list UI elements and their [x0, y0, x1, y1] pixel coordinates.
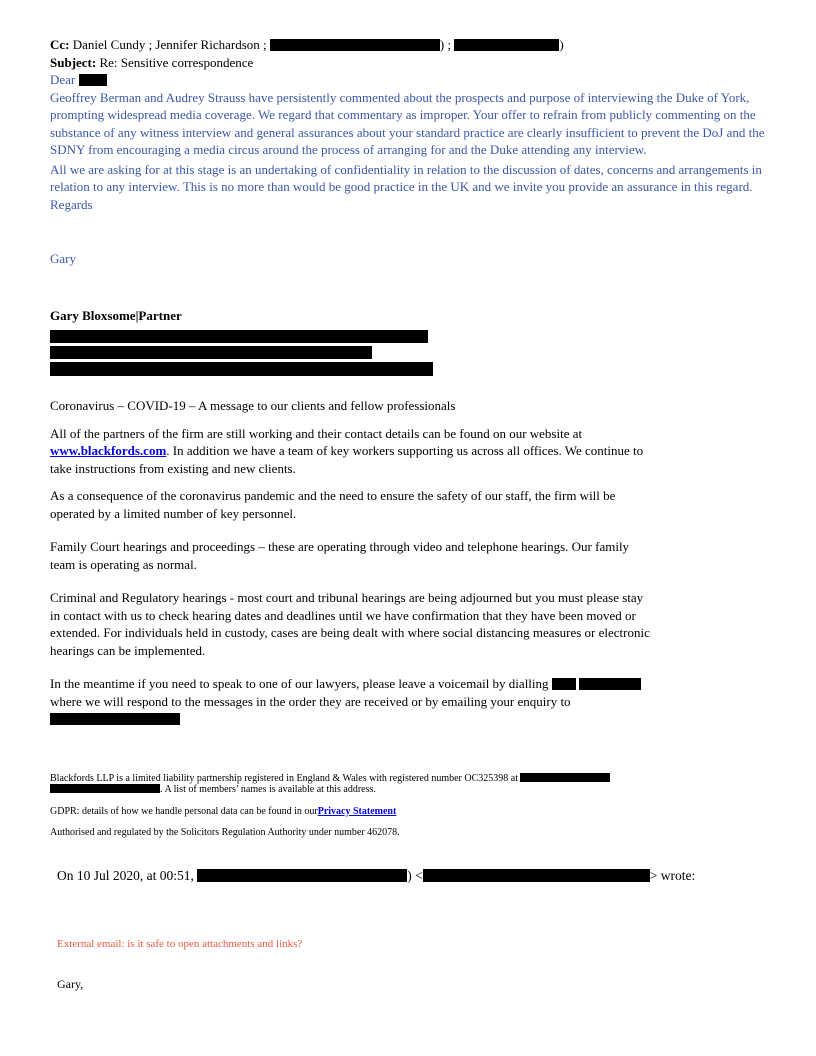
subject-label: Subject: [50, 54, 97, 70]
cc-line [50, 36, 766, 54]
cc-separator-2: ) [559, 37, 564, 52]
quoted-message [50, 867, 766, 994]
quote-date-text: On 10 Jul 2020, at 00:51, [57, 867, 198, 883]
gdpr-text: GDPR: details of how we handle personal data can be found in our [50, 805, 318, 817]
message-paragraph-1: Geoffrey Berman and Audrey Strauss have persistently commented about the prospects and purpose of interviewing the Duke of York, prompting widespread media coverage. We regard that commentary as improper. Your offer to refrain from publicly commenting on the substance of any witness interview and general assurances about your standard practice are clearly insufficient to prevent the DoJ and the SDNY from encouraging a media circus around the process of arranging for and the Duke attending any interview. [50, 89, 765, 157]
quoted-greeting: Gary, [57, 976, 84, 991]
voicemail-text: In the meantime if you need to speak to one of our lawyers, please leave a voicemail by dialling [50, 676, 552, 691]
redacted-recipient-1 [270, 39, 440, 51]
reply-message-body [50, 71, 766, 268]
legal-registration-text: Blackfords LLP is a limited liability partnership registered in England & Wales with registered number OC325398 at [50, 772, 521, 784]
quote-wrote-text: > wrote: [649, 867, 696, 883]
redacted-signature-block [50, 330, 766, 376]
email-header [50, 36, 766, 71]
legal-footer [50, 773, 658, 839]
redacted-email-address [50, 713, 180, 725]
sra-line: Authorised and regulated by the Solicitors Regulation Authority under number 462078. [50, 827, 400, 838]
subject-text: Re: Sensitive correspondence [96, 54, 254, 70]
covid-paragraph-1 [50, 425, 652, 478]
covid-paragraph-5 [50, 675, 652, 728]
legal-members-text: . A list of members’ names is available at this address. [160, 784, 376, 795]
redacted-sender-email [423, 869, 650, 882]
covid-paragraph-2: As a consequence of the coronavirus pandemic and the need to ensure the safety of our staff, the firm will be operated by a limited number of key personnel. [50, 488, 616, 521]
quote-separator: ) < [407, 867, 423, 883]
signature-name-title: Gary Bloxsome|Partner [50, 307, 182, 323]
redacted-signature-line-1 [50, 330, 428, 343]
redacted-phone-part-1 [552, 678, 576, 690]
cc-label: Cc: [50, 37, 70, 52]
covid-paragraph-1-before-link: All of the partners of the firm are still working and their contact details can be found on our website at [50, 425, 583, 441]
closing-line: Regards [50, 196, 93, 212]
redacted-address-part-1 [520, 773, 610, 782]
salutation-line [50, 71, 766, 89]
enquiry-text: where we will respond to the messages in the order they are received or by emailing your enquiry to [50, 693, 571, 709]
cc-separator-1: ) ; [439, 37, 455, 52]
cc-recipients: Daniel Cundy ; Jennifer Richardson ; [69, 37, 270, 52]
covid-paragraph-4: Criminal and Regulatory hearings - most court and tribunal hearings are being adjourned but you must please stay in contact with us to check hearing dates and deadlines until we have confirmation that they have been moved or extended. For individuals held in custody, cases are being dealt with where social distancing measures or electronic hearings can be implemented. [50, 590, 650, 658]
redacted-signature-line-3 [50, 362, 433, 376]
subject-line [50, 54, 766, 72]
gdpr-line [50, 806, 658, 818]
covid-paragraph-3: Family Court hearings and proceedings – these are operating through video and telephone hearings. Our family team is operating as normal. [50, 539, 630, 572]
covid-notice [50, 397, 652, 728]
covid-heading: Coronavirus – COVID-19 – A message to our clients and fellow professionals [50, 398, 456, 413]
redacted-phone-part-2 [579, 678, 641, 690]
external-email-warning: External email: is it safe to open attachments and links? [57, 938, 303, 950]
covid-paragraph-1-after-link: . In addition we have a team of key workers supporting us across all offices. We continue to take instructions from existing and new clients. [50, 443, 644, 476]
blackfords-website-link[interactable]: www.blackfords.com [50, 443, 167, 458]
salutation-text: Dear [50, 72, 79, 87]
redacted-recipient-2 [454, 39, 559, 51]
signature-first-name: Gary [50, 251, 76, 266]
redacted-signature-line-2 [50, 346, 372, 359]
legal-registration-line [50, 773, 658, 796]
quote-attribution-line [57, 867, 766, 885]
privacy-statement-link[interactable]: Privacy Statement [317, 805, 397, 817]
redacted-recipient-name [79, 74, 107, 86]
redacted-sender-name [197, 869, 407, 882]
redacted-address-part-2 [50, 784, 160, 793]
message-paragraph-2: All we are asking for at this stage is an undertaking of confidentiality in relation to the discussion of dates, concerns and arrangements in relation to any interview. This is no more than would be good practice in the UK and we invite you provide an assurance in this regard. [50, 161, 762, 194]
